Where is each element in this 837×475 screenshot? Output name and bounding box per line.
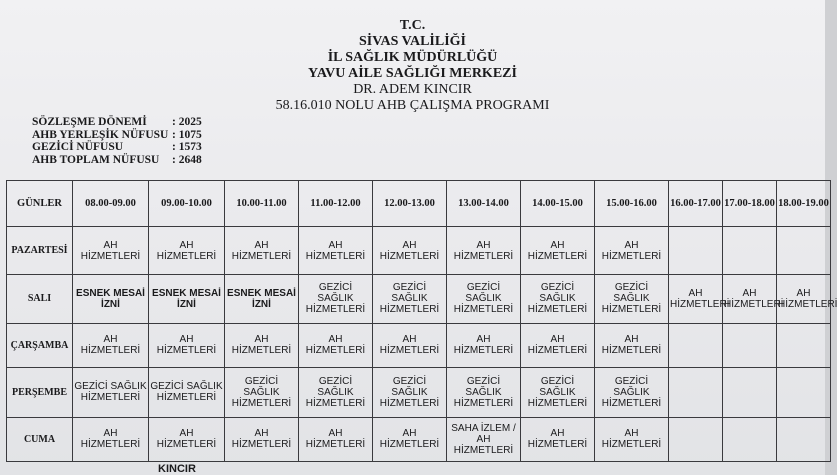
document-header — [0, 18, 825, 114]
schedule-cell — [669, 323, 723, 367]
schedule-cell: GEZİCİ SAĞLIK HİZMETLERİ — [299, 275, 373, 323]
meta-row — [32, 141, 202, 154]
header-line-program-title: 58.16.010 NOLU AHB ÇALIŞMA PROGRAMI — [275, 98, 550, 113]
schedule-cell: AH HİZMETLERİ — [595, 227, 669, 275]
schedule-cell: AH HİZMETLERİ — [73, 417, 149, 461]
column-header-timeslot: 10.00-11.00 — [225, 181, 299, 227]
signature-text: KINCIR — [158, 463, 196, 475]
schedule-cell: AH HİZMETLERİ — [149, 227, 225, 275]
meta-value: : 1573 — [172, 141, 202, 153]
day-cell: PAZARTESİ — [7, 227, 73, 275]
table-row — [7, 227, 831, 275]
header-line-tc: T.C. — [399, 18, 426, 33]
column-header-timeslot: 13.00-14.00 — [447, 181, 521, 227]
meta-value: : 2648 — [172, 153, 202, 166]
schedule-cell: AH HİZMETLERİ — [723, 275, 777, 323]
schedule-cell: AH HİZMETLERİ — [299, 227, 373, 275]
schedule-cell: AH HİZMETLERİ — [225, 417, 299, 461]
schedule-cell: GEZİCİ SAĞLIK HİZMETLERİ — [73, 367, 149, 417]
work-schedule-table — [6, 180, 837, 462]
schedule-cell — [723, 323, 777, 367]
schedule-cell — [723, 417, 777, 461]
schedule-cell: GEZİCİ SAĞLIK HİZMETLERİ — [521, 275, 595, 323]
schedule-cell: SAHA İZLEM / AH HİZMETLERİ — [447, 417, 521, 461]
schedule-cell: ESNEK MESAİ İZNİ — [149, 275, 225, 323]
schedule-cell: AH HİZMETLERİ — [521, 227, 595, 275]
schedule-cell — [777, 227, 831, 275]
meta-label: AHB YERLEŞİK NÜFUSU — [32, 128, 169, 141]
schedule-cell: ESNEK MESAİ İZNİ — [73, 275, 149, 323]
column-header-timeslot: 09.00-10.00 — [149, 181, 225, 227]
schedule-cell: AH HİZMETLERİ — [73, 227, 149, 275]
header-line-asm: YAVU AİLE SAĞLIĞI MERKEZİ — [308, 66, 517, 81]
header-row — [7, 181, 831, 227]
table-row — [7, 367, 831, 417]
column-header-timeslot: 16.00-17.00 — [669, 181, 723, 227]
schedule-cell: AH HİZMETLERİ — [447, 227, 521, 275]
schedule-cell — [777, 417, 831, 461]
schedule-cell — [669, 367, 723, 417]
column-header-timeslot: 17.00-18.00 — [723, 181, 777, 227]
schedule-cell: AH HİZMETLERİ — [777, 275, 831, 323]
schedule-cell: AH HİZMETLERİ — [225, 227, 299, 275]
column-header-timeslot: 15.00-16.00 — [595, 181, 669, 227]
schedule-cell — [777, 323, 831, 367]
schedule-cell: ESNEK MESAİ İZNİ — [225, 275, 299, 323]
schedule-cell: AH HİZMETLERİ — [225, 323, 299, 367]
meta-value: : 2025 — [172, 116, 202, 128]
meta-label: GEZİCİ NÜFUSU — [32, 141, 124, 153]
schedule-cell: GEZİCİ SAĞLIK HİZMETLERİ — [149, 367, 225, 417]
header-line-doctor: DR. ADEM KINCIR — [353, 82, 472, 97]
schedule-cell — [777, 367, 831, 417]
schedule-cell: AH HİZMETLERİ — [521, 323, 595, 367]
meta-row — [32, 154, 202, 167]
schedule-cell: GEZİCİ SAĞLIK HİZMETLERİ — [373, 275, 447, 323]
schedule-cell: GEZİCİ SAĞLIK HİZMETLERİ — [373, 367, 447, 417]
column-header-timeslot: 08.00-09.00 — [73, 181, 149, 227]
schedule-cell: AH HİZMETLERİ — [299, 323, 373, 367]
day-cell: ÇARŞAMBA — [7, 323, 73, 367]
column-header-timeslot: 18.00-19.00 — [777, 181, 831, 227]
schedule-cell: AH HİZMETLERİ — [373, 227, 447, 275]
schedule-cell: GEZİCİ SAĞLIK HİZMETLERİ — [521, 367, 595, 417]
header-line-mudurluk: İL SAĞLIK MÜDÜRLÜĞÜ — [327, 50, 498, 65]
schedule-cell: AH HİZMETLERİ — [299, 417, 373, 461]
schedule-cell: GEZİCİ SAĞLIK HİZMETLERİ — [595, 275, 669, 323]
schedule-cell: GEZİCİ SAĞLIK HİZMETLERİ — [447, 367, 521, 417]
schedule-cell — [669, 417, 723, 461]
column-header-timeslot: 11.00-12.00 — [299, 181, 373, 227]
schedule-cell: GEZİCİ SAĞLIK HİZMETLERİ — [299, 367, 373, 417]
schedule-cell: AH HİZMETLERİ — [73, 323, 149, 367]
column-header-days: GÜNLER — [7, 181, 73, 227]
meta-label: AHB TOPLAM NÜFUSU — [32, 153, 160, 166]
schedule-cell: AH HİZMETLERİ — [595, 323, 669, 367]
schedule-cell: AH HİZMETLERİ — [373, 417, 447, 461]
schedule-cell — [723, 227, 777, 275]
meta-row — [32, 129, 202, 142]
meta-row — [32, 116, 202, 129]
table-row — [7, 275, 831, 323]
schedule-cell: AH HİZMETLERİ — [149, 323, 225, 367]
schedule-cell: AH HİZMETLERİ — [595, 417, 669, 461]
day-cell: PERŞEMBE — [7, 367, 73, 417]
population-info — [32, 116, 202, 166]
schedule-cell: AH HİZMETLERİ — [373, 323, 447, 367]
schedule-cell — [669, 227, 723, 275]
table-row — [7, 323, 831, 367]
schedule-cell: GEZİCİ SAĞLIK HİZMETLERİ — [595, 367, 669, 417]
schedule-cell — [723, 367, 777, 417]
day-cell: CUMA — [7, 417, 73, 461]
column-header-timeslot: 12.00-13.00 — [373, 181, 447, 227]
schedule-cell: AH HİZMETLERİ — [149, 417, 225, 461]
meta-label: SÖZLEŞME DÖNEMİ — [32, 116, 147, 128]
schedule-cell: GEZİCİ SAĞLIK HİZMETLERİ — [225, 367, 299, 417]
schedule-cell: GEZİCİ SAĞLIK HİZMETLERİ — [447, 275, 521, 323]
header-line-valilik: SİVAS VALİLİĞİ — [358, 34, 466, 49]
meta-value: : 1075 — [172, 128, 202, 141]
day-cell: SALI — [7, 275, 73, 323]
column-header-timeslot: 14.00-15.00 — [521, 181, 595, 227]
schedule-cell: AH HİZMETLERİ — [669, 275, 723, 323]
table-row — [7, 417, 831, 461]
schedule-cell: AH HİZMETLERİ — [447, 323, 521, 367]
schedule-cell: AH HİZMETLERİ — [521, 417, 595, 461]
